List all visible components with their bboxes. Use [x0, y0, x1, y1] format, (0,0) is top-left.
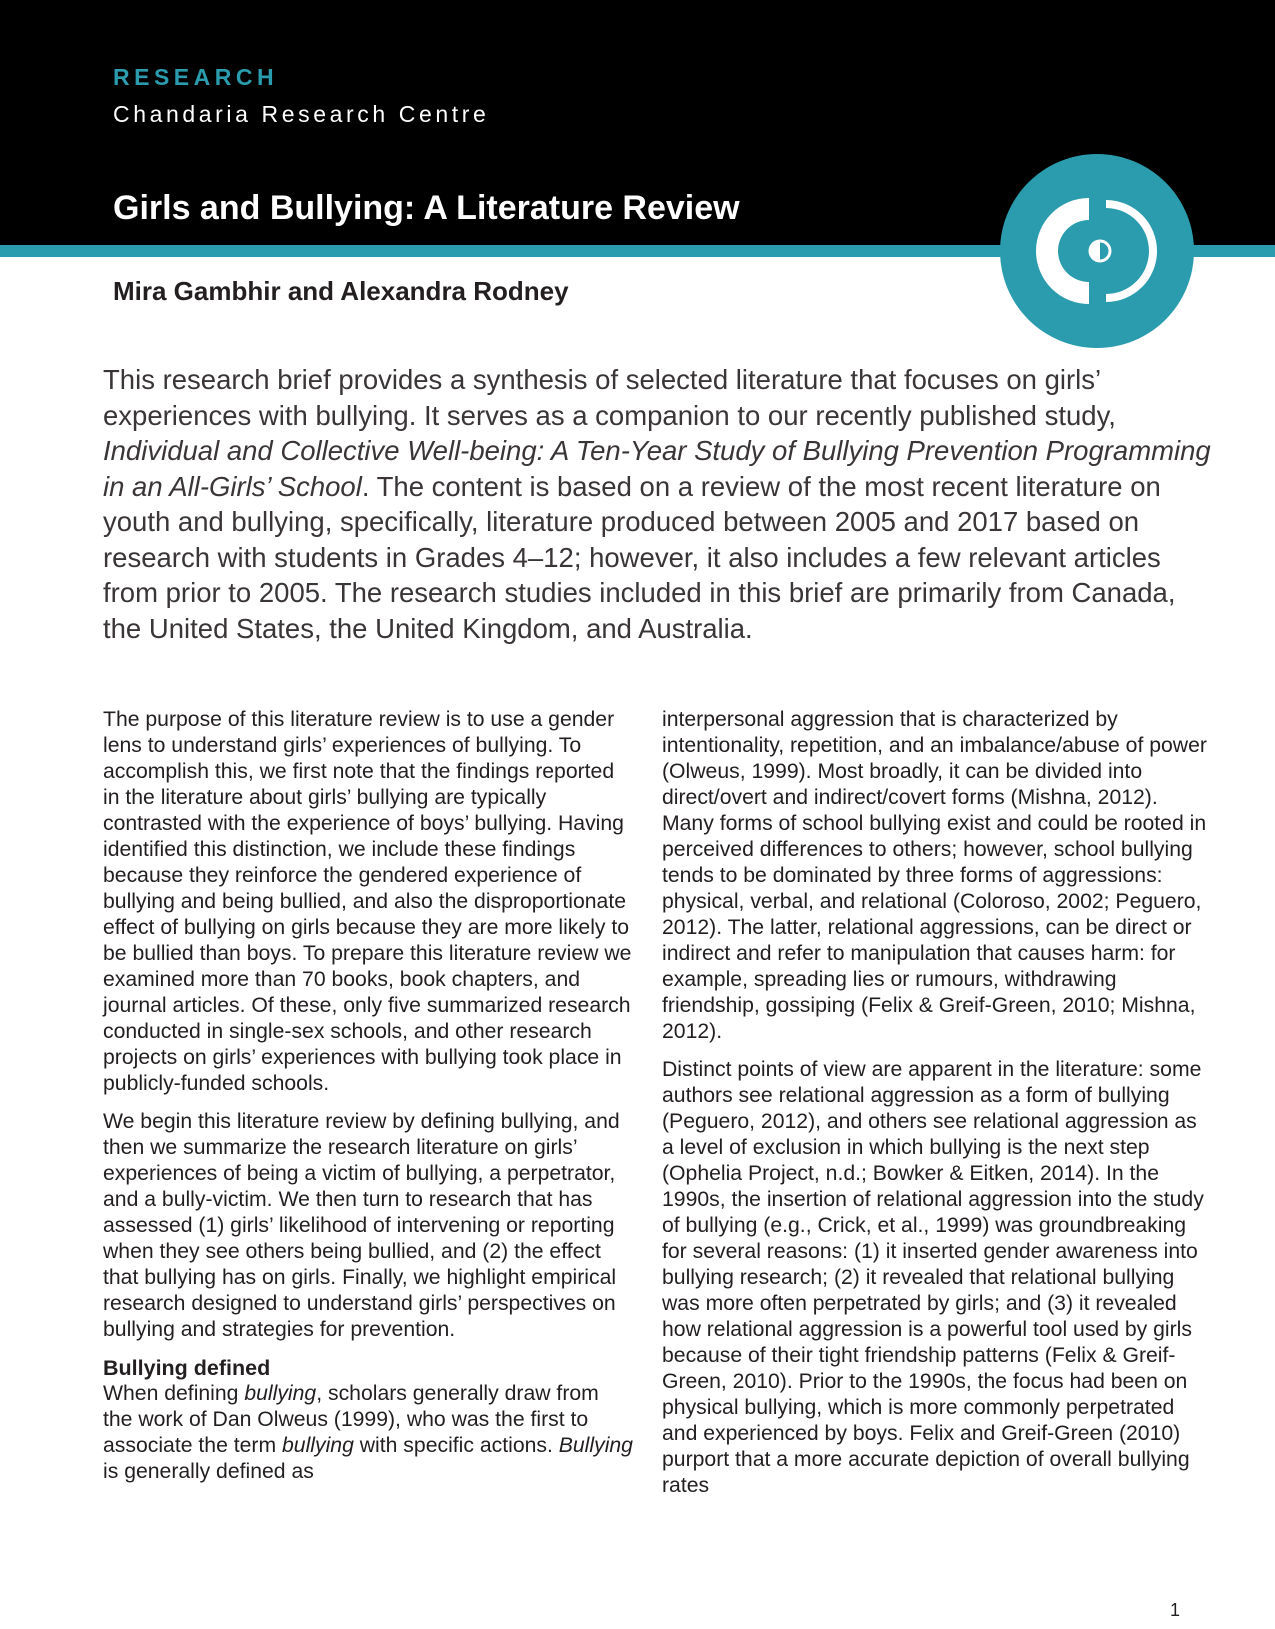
definition-continued-paragraph: interpersonal aggression that is characterized by intentionality, repetition, and an imbalance/abuse of power (Olweus, 1999). Most broadly, it can be divided into direct/overt and indirect/covert forms (Mishna, 2012). Many forms of school bullying exist and could be rooted in perceived differences to others; however, school bullying tends to be dominated by three forms of aggressions: physical, verbal, and relational (Coloroso, 2002; Peguero, 2012). The latter, relational aggressions, can be direct or indirect and refer to manipulation that causes harm: for example, spreading lies or rumours, withdrawing friendship, gossiping (Felix & Greif-Green, 2010; Mishna, 2012). — [662, 708, 1207, 1043]
definition-emphasis: Bullying — [558, 1434, 633, 1457]
intro-text-start: This research brief provides a synthesis of selected literature that focuses on girls’ experiences with bullying. It serves as a companion to our recently published study, — [103, 364, 1116, 431]
purpose-paragraph: The purpose of this literature review is to use a gender lens to understand girls’ experiences of bullying. To accomplish this, we first note that the findings reported in the literature about girls’ bullying are typically contrasted with the experience of boys’ bullying. Having identified this distinction, we include these findings because they reinforce the gendered experience of bullying and being bullied, and also the disproportionate effect of bullying on girls because they are more likely to be bullied than boys. To prepare this literature review we examined more than 70 books, book chapters, and journal articles. Of these, only five summarized research conducted in single-sex schools, and other research projects on girls’ experiences with bullying took place in publicly-funded schools. — [103, 708, 632, 1095]
points-of-view-paragraph: Distinct points of view are apparent in the literature: some authors see relational aggression as a form of bullying (Peguero, 2012), and others see relational aggression as a level of exclusion in which bullying is the next step (Ophelia Project, n.d.; Bowker & Eitken, 2014). In the 1990s, the insertion of relational aggression into the study of bullying (e.g., Crick, et al., 1999) was groundbreaking for several reasons: (1) it inserted gender awareness into bullying research; (2) it revealed that relational bullying was more often perpetrated by girls; and (3) it revealed how relational aggression is a powerful tool used by girls because of their tight friendship patterns (Felix & Greif-Green, 2010). Prior to the 1990s, the focus had been on physical bullying, which is more commonly perpetrated and experienced by boys. Felix and Greif-Green (2010) purport that a more accurate depiction of overall bullying rates — [662, 1058, 1204, 1497]
intro-text-end: . The content is based on a review of the most recent literature on youth and bullying, specifically, literature produced between 2005 and 2017 based on research with students in Grades 4–12; however, it also includes a few relevant articles from prior to 2005. The research studies included in this brief are primarily from Canada, the United States, the United Kingdom, and Australia. — [103, 470, 1176, 644]
document-title: Girls and Bullying: A Literature Review — [113, 189, 740, 227]
authors-line: Mira Gambhir and Alexandra Rodney — [113, 276, 569, 306]
definition-text: is generally defined as — [103, 1460, 314, 1483]
definition-emphasis: bullying — [244, 1382, 317, 1405]
overview-paragraph: We begin this literature review by defining bullying, and then we summarize the research literature on girls’ experiences of being a victim of bullying, a perpetrator, and a bully-victim. We then turn to research that has assessed (1) girls’ likelihood of intervening or reporting when they see others being bullied, and (2) the effect that bullying has on girls. Finally, we highlight empirical research designed to understand girls’ perspectives on bullying and strategies for prevention. — [103, 1110, 620, 1341]
research-centre-logo-icon — [1000, 154, 1194, 348]
kicker-label: RESEARCH — [113, 64, 279, 90]
definition-text: with specific actions. — [353, 1434, 559, 1457]
page-number: 1 — [1170, 1600, 1181, 1620]
organization-name: Chandaria Research Centre — [113, 101, 490, 127]
intro-paragraph — [103, 362, 1213, 646]
right-column — [662, 707, 1207, 1511]
left-column — [103, 707, 633, 1497]
section-heading-bullying-defined: Bullying defined — [103, 1356, 271, 1380]
definition-paragraph — [103, 1381, 633, 1485]
definition-emphasis: bullying — [282, 1434, 354, 1457]
definition-text: When defining — [103, 1382, 245, 1405]
study-title: Individual and Collective Well-being: A Ten-Year Study of Bullying Prevention Programming in an All-Girls’ School — [103, 435, 1211, 502]
definition-text: , scholars generally draw from the work of Dan Olweus (1999), who was the first to associate the term — [103, 1382, 599, 1457]
